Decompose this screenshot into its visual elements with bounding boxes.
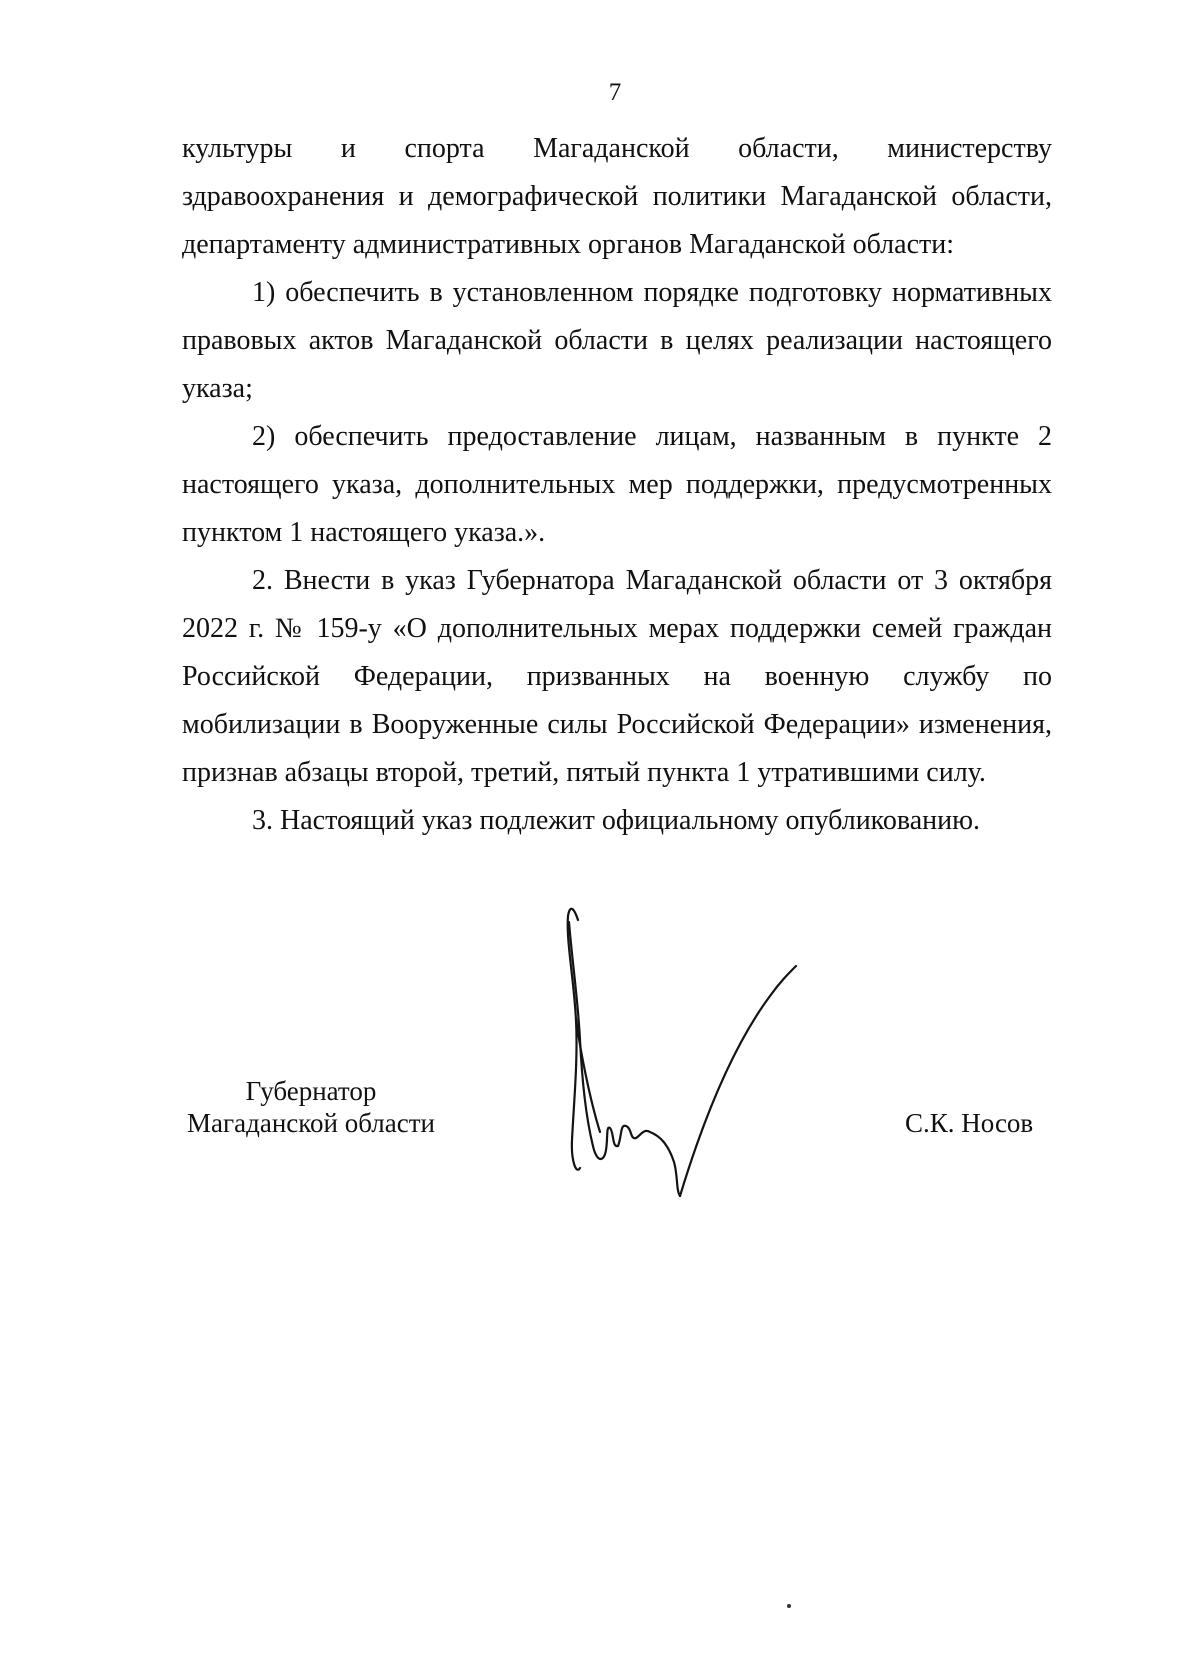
paragraph-clause-2: 2. Внести в указ Губернатора Магаданской области от 3 октября 2022 г. № 159-у «О дополнительных мерах поддержки семей граждан Российской Федерации, призванных на военную службу по мобилизации в Вооруженные силы Российской Федерации» изменения, признав абзацы второй, третий, пятый пункта 1 утратившими силу. [182,565,1052,788]
page-number: 7 [608,79,622,106]
signatory-title-line2: Магаданской области [187,1108,435,1138]
paragraph-continuation: культуры и спорта Магаданской области, министерству здравоохранения и демографической политики Магаданской области, департаменту административных органов Магаданской области: [182,133,1052,260]
signatory-title-line1: Губернатор [245,1076,377,1106]
signatory-title [170,1075,452,1139]
paragraph-item-2: 2) обеспечить предоставление лицам, названным в пункте 2 настоящего указа, дополнительных мер поддержки, предусмотренных пунктом 1 настоящего указа.». [182,421,1052,548]
handwritten-signature [560,900,830,1210]
signatory-name: С.К. Носов [905,1108,1034,1138]
paragraph-item-1: 1) обеспечить в установленном порядке подготовку нормативных правовых актов Магаданской области в целях реализации настоящего указа; [182,277,1052,404]
scan-speck [787,1604,791,1608]
document-body [182,125,1052,845]
paragraph-clause-3: 3. Настоящий указ подлежит официальному опубликованию. [252,805,981,836]
